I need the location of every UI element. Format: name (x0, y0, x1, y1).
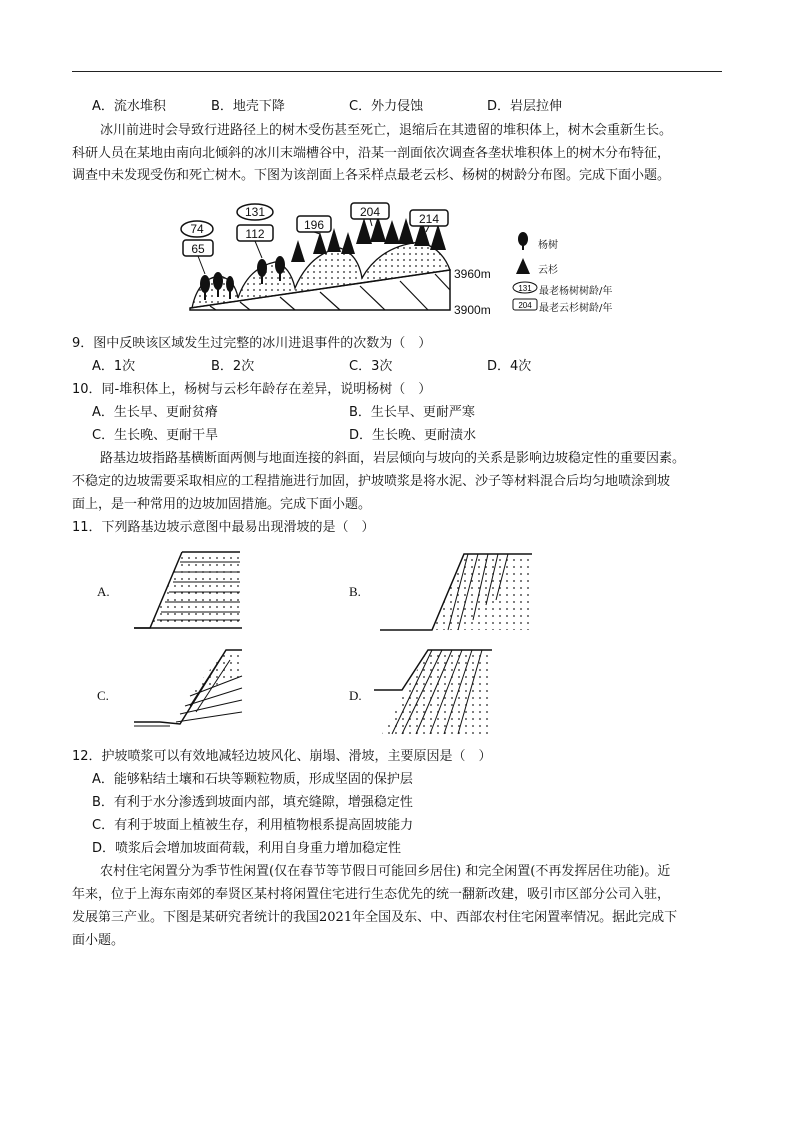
spruce-legend-icon (516, 258, 530, 274)
q10-option-c: C．生长晚、更耐干旱 (92, 428, 219, 443)
poplar-age-3: 112 (245, 227, 265, 241)
q9-option-b: B．2次 (211, 359, 255, 374)
legend-spruce: 云杉 (538, 265, 558, 276)
spruce-age-legend-symbol (512, 298, 538, 311)
passage2-line1: 路基边坡指路基横断面两侧与地面连接的斜面，岩层倾向与坡向的关系是影响边坡稳定性的重要因素。 (100, 451, 686, 466)
q9-option-c: C．3次 (349, 359, 393, 374)
elevation-top: 3960m (454, 267, 491, 281)
spruce-age-2: 204 (359, 205, 381, 219)
legend-spruce-age: 最老云杉树龄/年 (539, 303, 613, 314)
prev-option-d: D．岩层拉伸 (487, 99, 563, 114)
q11-diagram-b (378, 550, 534, 634)
legend-poplar-age: 最老杨树树龄/年 (539, 286, 613, 297)
poplar-age-1: 65 (191, 242, 205, 256)
elevation-bottom: 3900m (454, 303, 491, 317)
q11-option-d-label: D. (349, 688, 362, 703)
q10-option-a: A．生长早、更耐贫瘠 (92, 405, 218, 420)
passage2-line3: 面上，是一种常用的边坡加固措施。完成下面小题。 (72, 497, 372, 512)
q12-option-b: B．有利于水分渗透到坡面内部，填充缝隙，增强稳定性 (92, 795, 413, 810)
q12-option-c: C．有利于坡面上植被生存，利用植物根系提高固坡能力 (92, 818, 414, 833)
svg-text:204: 204 (518, 301, 532, 310)
poplar-age-legend-symbol (512, 281, 538, 294)
passage3-line2: 年来，位于上海东南郊的奉贤区某村将闲置住宅进行生态优先的统一翻新改建，吸引市区部分公司入驻， (72, 887, 671, 902)
q11-diagram-c (130, 646, 250, 730)
q9-stem: 9．图中反映该区域发生过完整的冰川进退事件的次数为（ ） (72, 336, 432, 351)
q11-option-c-label: C. (97, 688, 109, 703)
q12-option-a: A．能够粘结土壤和石块等颗粒物质，形成坚固的保护层 (92, 772, 413, 787)
q11-diagram-d (372, 646, 498, 738)
q11-option-b-label: B. (349, 584, 361, 599)
q10-option-d: D．生长晚、更耐渍水 (349, 428, 477, 443)
prev-option-a: A．流水堆积 (92, 99, 166, 114)
q12-option-d: D．喷浆后会增加坡面荷载，利用自身重力增加稳定性 (92, 841, 402, 856)
q9-option-a: A．1次 (92, 359, 136, 374)
q11-option-a-label: A. (97, 584, 110, 599)
passage1-line3: 调查中未发现受伤和死亡树木。下图为该剖面上各采样点最老云杉、杨树的树龄分布图。完成下面小题。 (72, 168, 671, 183)
q11-diagram-a (130, 548, 246, 632)
q10-option-b: B．生长早、更耐严寒 (349, 405, 475, 420)
spruce-age-3: 214 (418, 212, 440, 226)
q12-stem: 12．护坡喷浆可以有效地减轻边坡风化、崩塌、滑坡，主要原因是（ ） (72, 749, 492, 764)
prev-option-b: B．地壳下降 (211, 99, 285, 114)
q9-option-d: D．4次 (487, 359, 532, 374)
prev-option-c: C．外力侵蚀 (349, 99, 424, 114)
poplar-age-2: 74 (190, 222, 204, 236)
passage1-line1: 冰川前进时会导致行进路径上的树木受伤甚至死亡，退缩后在其遗留的堆积体上，树木会重新生长。 (100, 123, 673, 138)
passage3-line1: 农村住宅闲置分为季节性闲置(仅在春节等节假日可能回乡居住) 和完全闲置(不再发挥居住功能)。近 (100, 864, 671, 879)
q10-stem: 10．同-堆积体上，杨树与云杉年龄存在差异，说明杨树（ ） (72, 382, 432, 397)
passage3-line3: 发展第三产业。下图是某研究者统计的我国2021年全国及东、中、西部农村住宅闲置率情况。据此完成下 (72, 910, 678, 925)
header-rule (72, 71, 722, 72)
legend-poplar: 杨树 (538, 240, 558, 251)
passage1-line2: 科研人员在某地由南向北倾斜的冰川末端槽谷中，沿某一剖面依次调查各垄状堆积体上的树木分布特征， (72, 146, 671, 161)
passage2-line2: 不稳定的边坡需要采取相应的工程措施进行加固，护坡喷浆是将水泥、沙子等材料混合后均匀地喷涂到坡 (72, 474, 671, 489)
poplar-age-4: 131 (244, 205, 266, 219)
spruce-age-1: 196 (303, 218, 325, 232)
poplar-legend-icon (516, 232, 530, 250)
q11-stem: 11．下列路基边坡示意图中最易出现滑坡的是（ ） (72, 520, 375, 535)
passage3-line4: 面小题。 (72, 933, 125, 948)
svg-text:131: 131 (518, 284, 532, 293)
